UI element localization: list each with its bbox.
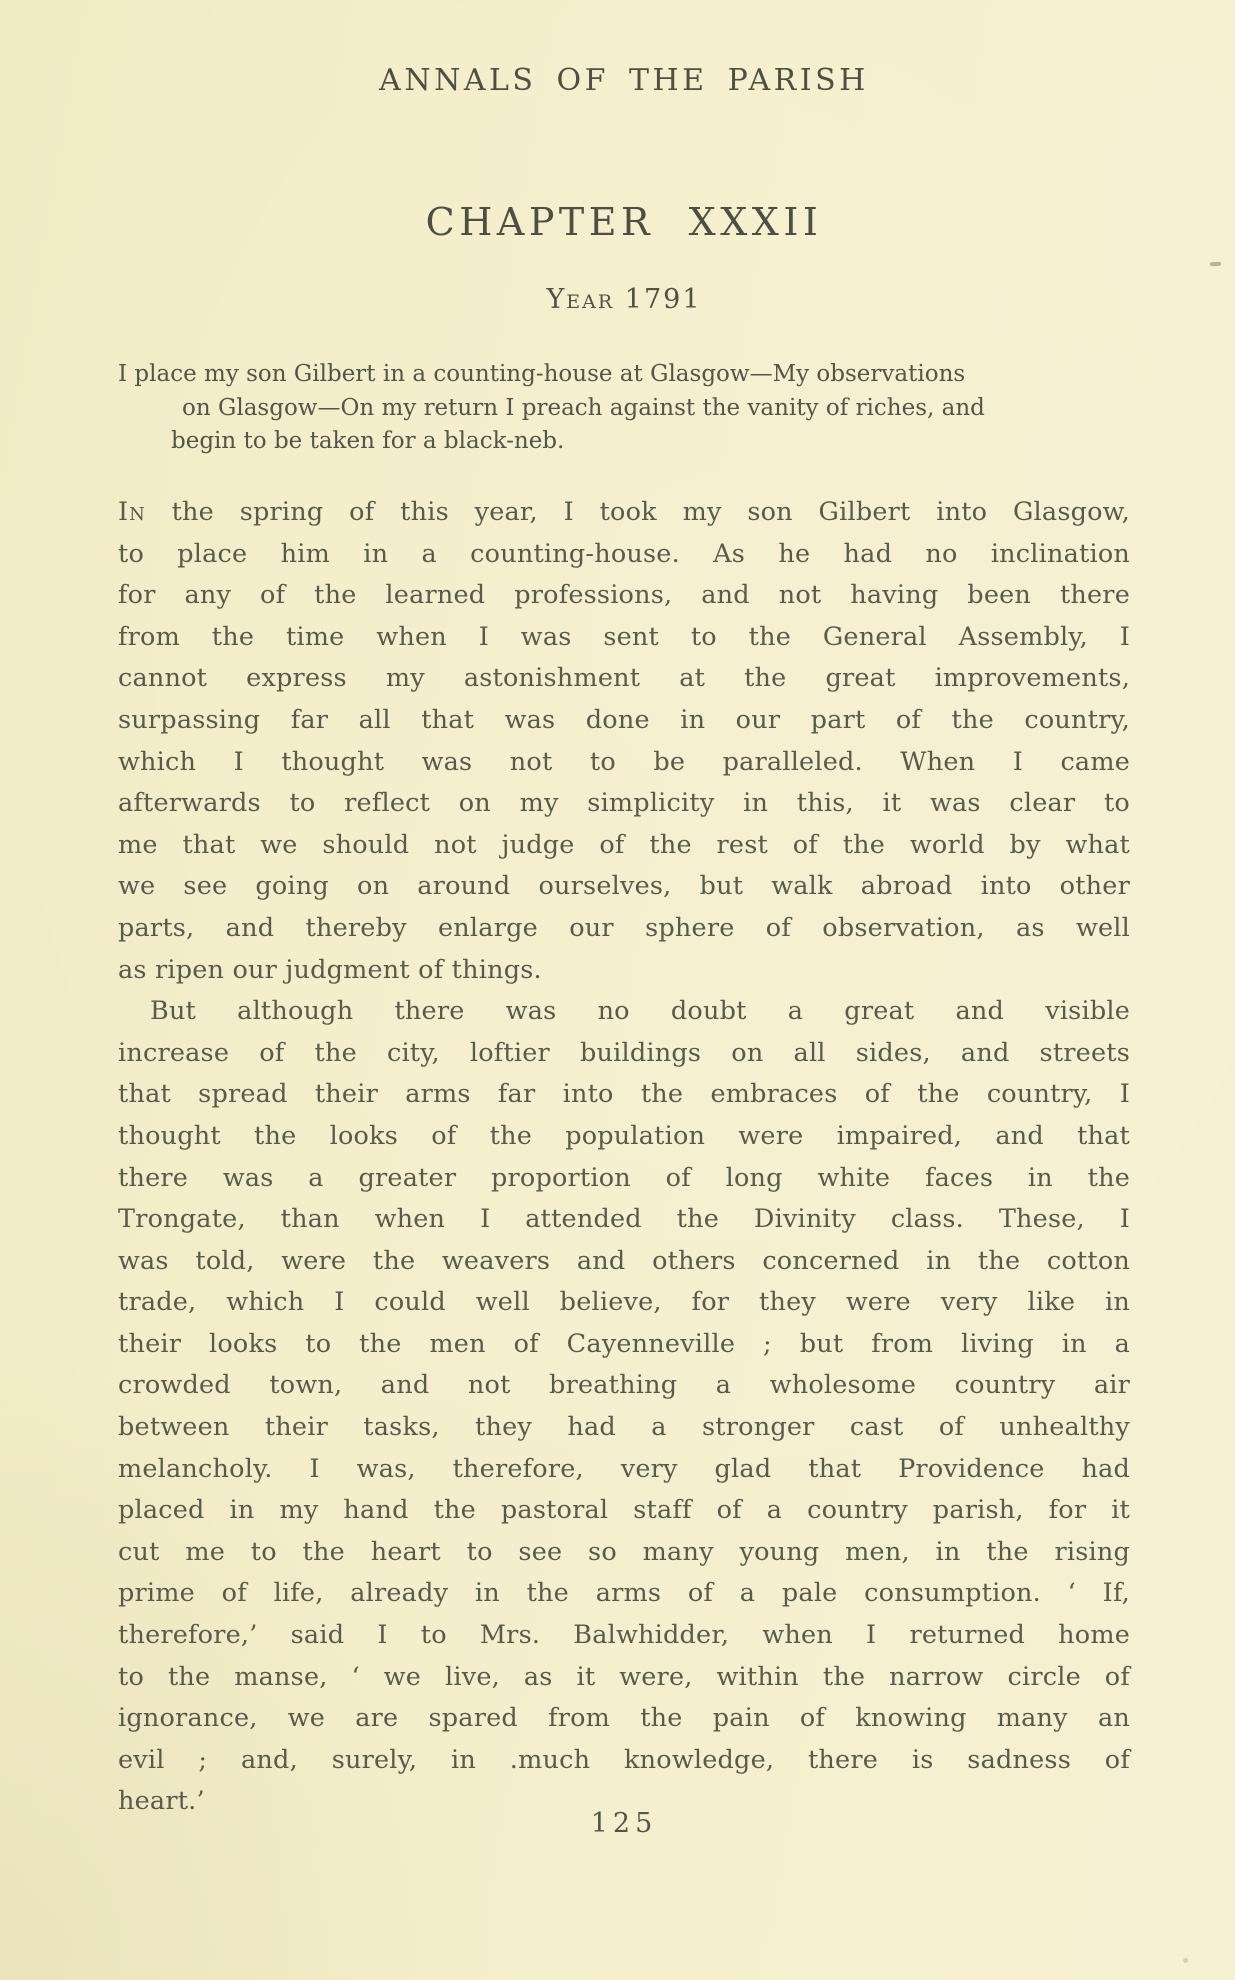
body-line: surpassing far all that was done in our part of the country,: [118, 704, 1130, 735]
body-line: to the manse, ‘ we live, as it were, within the narrow circle of: [118, 1661, 1130, 1692]
body-line: from the time when I was sent to the General Assembly, I: [118, 621, 1130, 652]
body-line: crowded town, and not breathing a wholesome country air: [118, 1370, 1130, 1401]
body-line: afterwards to reflect on my simplicity in this, it was clear to: [118, 788, 1130, 819]
body-line: Trongate, than when I attended the Divinity class. These, I: [118, 1204, 1130, 1235]
body-line: But although there was no doubt a great and visible: [150, 996, 1130, 1027]
body-line: their looks to the men of Cayenneville ; but from living in a: [118, 1328, 1130, 1359]
body-line: for any of the learned professions, and not having been there: [118, 580, 1130, 611]
body-line: cut me to the heart to see so many young men, in the rising: [118, 1536, 1130, 1567]
body-line: as ripen our judgment of things.: [118, 954, 542, 985]
body-line: which I thought was not to be paralleled. When I came: [118, 746, 1130, 777]
summary-line: begin to be taken for a black-neb.: [171, 428, 565, 454]
body-line: evil ; and, surely, in .much knowledge, there is sadness of: [118, 1744, 1130, 1775]
body-line: placed in my hand the pastoral staff of a country parish, for it: [118, 1495, 1130, 1526]
paragraph-lead-word: In: [118, 497, 146, 527]
summary-line: on Glasgow—On my return I preach against the vanity of riches, and: [182, 394, 985, 421]
body-text: [118, 492, 1130, 1823]
summary-line: I place my son Gilbert in a counting-house at Glasgow—My observations: [118, 361, 966, 387]
body-line: there was a greater proportion of long white faces in the: [118, 1162, 1130, 1193]
year-heading: Year 1791: [546, 284, 702, 315]
body-line: thought the looks of the population were impaired, and that: [118, 1120, 1130, 1151]
body-line: trade, which I could well believe, for they were very like in: [118, 1287, 1130, 1318]
body-line: we see going on around ourselves, but walk abroad into other: [118, 871, 1130, 902]
body-line: that spread their arms far into the embraces of the country, I: [118, 1079, 1130, 1110]
body-line: cannot express my astonishment at the great improvements,: [118, 663, 1130, 694]
page-number: 125: [590, 1808, 658, 1839]
body-line: between their tasks, they had a stronger cast of unhealthy: [118, 1412, 1130, 1443]
body-line: me that we should not judge of the rest of the world by what: [118, 829, 1130, 860]
body-line: to place him in a counting-house. As he had no inclination: [118, 538, 1130, 569]
body-line: ignorance, we are spared from the pain of knowing many an: [118, 1703, 1130, 1734]
running-header: ANNALS OF THE PARISH: [379, 63, 869, 98]
body-line: parts, and thereby enlarge our sphere of observation, as well: [118, 912, 1130, 943]
body-line: prime of life, already in the arms of a pale consumption. ‘ If,: [118, 1578, 1130, 1609]
body-line: melancholy. I was, therefore, very glad that Providence had: [118, 1453, 1130, 1484]
body-line: heart.’: [118, 1786, 205, 1817]
chapter-summary: [118, 358, 1130, 459]
body-line: was told, were the weavers and others concerned in the cotton: [118, 1245, 1130, 1276]
chapter-heading: CHAPTER XXXII: [425, 200, 823, 244]
body-line: increase of the city, loftier buildings on all sides, and streets: [118, 1037, 1130, 1068]
ink-speck: [1183, 1958, 1188, 1963]
ink-speck: [1210, 262, 1221, 267]
body-line: [118, 492, 1130, 534]
body-line-text: the spring of this year, I took my son Gilbert into Glasgow,: [171, 497, 1130, 527]
body-line: therefore,’ said I to Mrs. Balwhidder, when I returned home: [118, 1620, 1130, 1651]
text-column: [118, 0, 1130, 1980]
